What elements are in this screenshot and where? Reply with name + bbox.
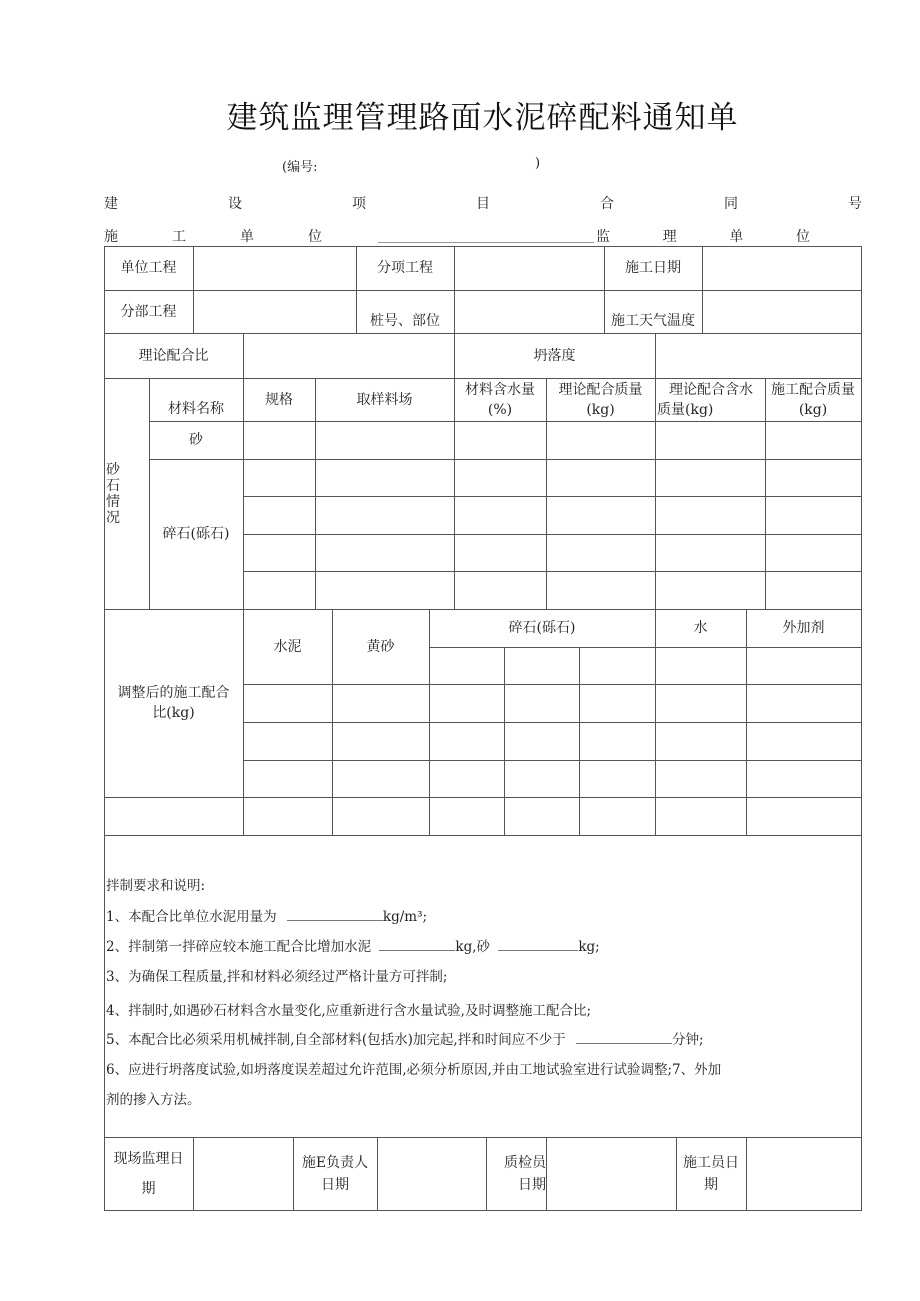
- theory-water-mass-header: [655, 378, 765, 421]
- char: 单: [729, 229, 744, 245]
- char: 监: [596, 229, 610, 245]
- weather-temp-label: 施工天气温度: [611, 313, 695, 329]
- char: 目: [476, 196, 490, 212]
- char: 施: [104, 229, 118, 245]
- label-line: 质检员: [504, 1154, 546, 1171]
- char: 位: [795, 229, 810, 245]
- grid-line: [243, 571, 862, 572]
- label-line: 期: [141, 1180, 156, 1197]
- admixture-header: 外加剂: [782, 620, 825, 636]
- cement-dosage-blank[interactable]: [287, 908, 383, 921]
- grid-line: [104, 797, 862, 798]
- theoretical-ratio-field[interactable]: [244, 334, 453, 377]
- gravel-header: 碎石(砾石): [508, 620, 576, 636]
- char: 设: [228, 196, 242, 212]
- label-line: 期: [704, 1176, 718, 1193]
- header-line: 材料含水量: [465, 381, 535, 398]
- note-item-6-cont: 剂的掺入方法。: [106, 1092, 201, 1108]
- char: 工: [172, 229, 186, 245]
- construction-lead-field[interactable]: [378, 1138, 485, 1209]
- quality-inspector-label: [486, 1137, 546, 1210]
- label-line: 日期: [321, 1176, 349, 1193]
- label-line: 现场监理日: [113, 1150, 184, 1167]
- grid-line: [579, 647, 580, 835]
- note-text: 分钟;: [672, 1032, 704, 1048]
- station-location-label: 桩号、部位: [370, 313, 440, 329]
- table-border: [104, 1210, 862, 1211]
- grid-line: [149, 421, 862, 422]
- station-location-field[interactable]: [455, 291, 603, 332]
- serial-close: ): [535, 156, 541, 171]
- extra-sand-blank[interactable]: [498, 938, 578, 951]
- sand-stone-group-label: 砂石情况: [106, 462, 120, 526]
- unit-project-label: 单位工程: [120, 260, 177, 276]
- note-item-2: [106, 935, 600, 955]
- char: 项: [352, 196, 366, 212]
- construction-unit-input[interactable]: [378, 226, 594, 243]
- grid-line: [243, 722, 862, 723]
- slump-label: 坍落度: [533, 347, 576, 364]
- char: 位: [308, 229, 322, 245]
- note-text: kg/m³;: [382, 909, 428, 925]
- material-name-header: 材料名称: [168, 401, 224, 417]
- grid-line: [104, 835, 862, 836]
- table-border: [861, 246, 862, 1211]
- material-sand-label: 砂: [189, 432, 203, 448]
- sub-item-project-field[interactable]: [455, 247, 603, 289]
- contract-number-line: [104, 193, 862, 213]
- char: 理: [662, 229, 677, 245]
- page-title: 建筑监理管理路面水泥碎配料通知单: [226, 100, 739, 136]
- note-text: 5、本配合比必须采用机械拌制,自全部材料(包括水)加完起,拌和时间应不少于: [106, 1032, 566, 1048]
- grid-line: [429, 647, 862, 648]
- unit-project-field[interactable]: [194, 247, 355, 289]
- char: 建: [104, 196, 118, 212]
- char: 合: [600, 196, 614, 212]
- site-supervisor-field[interactable]: [194, 1138, 292, 1209]
- division-project-field[interactable]: [194, 291, 355, 332]
- material-gravel-label: 碎石(砾石): [162, 526, 230, 542]
- serial-label: (编号:: [282, 160, 318, 175]
- note-text: kg;: [578, 939, 600, 955]
- yellow-sand-header: 黄砂: [366, 638, 395, 655]
- serial-input[interactable]: [340, 152, 530, 172]
- mixing-time-blank[interactable]: [576, 1031, 672, 1044]
- supervision-unit-label: [596, 226, 810, 246]
- header-line: 质量(kg): [657, 401, 714, 418]
- grid-line: [243, 534, 862, 535]
- note-item-1: [106, 905, 427, 925]
- label-line: 日期: [518, 1176, 546, 1193]
- slump-field[interactable]: [656, 334, 860, 377]
- note-item-5: [106, 1028, 704, 1048]
- header-line: (kg): [798, 401, 828, 418]
- note-item-3: 3、为确保工程质量,拌和材料必须经过严格计量方可拌制;: [106, 969, 448, 985]
- construction-unit-label: [104, 226, 322, 246]
- grid-line: [243, 760, 862, 761]
- theory-mass-header: [546, 378, 655, 421]
- label-line: 调整后的施工配合: [117, 685, 230, 701]
- note-text: 2、拌制第一拌碎应较本施工配合比增加水泥: [106, 939, 372, 955]
- cement-header: 水泥: [273, 638, 302, 655]
- header-line: 施工配合质量: [771, 381, 855, 398]
- label-line: 比(kg): [152, 705, 195, 721]
- theoretical-ratio-label: 理论配合比: [138, 347, 209, 364]
- header-line: 理论配合含水: [669, 381, 753, 398]
- sampling-site-header: 取样料场: [356, 391, 413, 408]
- construction-date-field[interactable]: [703, 247, 860, 289]
- site-supervisor-label: [104, 1137, 193, 1210]
- char: 号: [848, 196, 862, 212]
- note-item-6: 6、应进行坍落度试验,如坍落度误差超过允许范围,必须分析原因,并由工地试验室进行试验调整;7、外加: [106, 1062, 722, 1078]
- char: 单: [240, 229, 254, 245]
- construction-mass-header: [765, 378, 861, 421]
- note-text: 1、本配合比单位水泥用量为: [106, 909, 277, 925]
- sub-item-project-label: 分项工程: [377, 260, 433, 276]
- construction-lead-label: [293, 1137, 377, 1210]
- label-line: 施E负责人: [301, 1154, 369, 1171]
- construction-date-label: 施工日期: [625, 260, 681, 276]
- constructor-label: [676, 1137, 746, 1210]
- label-line: 施工员日: [683, 1154, 739, 1171]
- division-project-label: 分部工程: [120, 303, 177, 320]
- note-text: kg,砂: [455, 939, 491, 955]
- grid-line: [243, 496, 862, 497]
- water-header: 水: [693, 620, 708, 636]
- grid-line: [243, 684, 862, 685]
- quality-inspector-field[interactable]: [547, 1138, 675, 1209]
- extra-cement-blank[interactable]: [379, 938, 455, 951]
- header-line: (%): [487, 401, 513, 418]
- header-line: 理论配合质量: [558, 381, 643, 398]
- grid-line: [504, 647, 505, 835]
- constructor-field[interactable]: [747, 1138, 860, 1209]
- water-content-header: [454, 378, 546, 421]
- grid-line: [149, 459, 862, 460]
- spec-header: 规格: [265, 391, 293, 408]
- note-item-4: 4、拌制时,如遇砂石材料含水量变化,应重新进行含水量试验,及时调整施工配合比;: [106, 1003, 592, 1019]
- header-line: (kg): [586, 401, 615, 418]
- char: 同: [724, 196, 738, 212]
- weather-temp-field[interactable]: [703, 291, 860, 332]
- adjusted-ratio-label: [104, 609, 243, 797]
- notes-heading: 拌制要求和说明:: [106, 878, 206, 894]
